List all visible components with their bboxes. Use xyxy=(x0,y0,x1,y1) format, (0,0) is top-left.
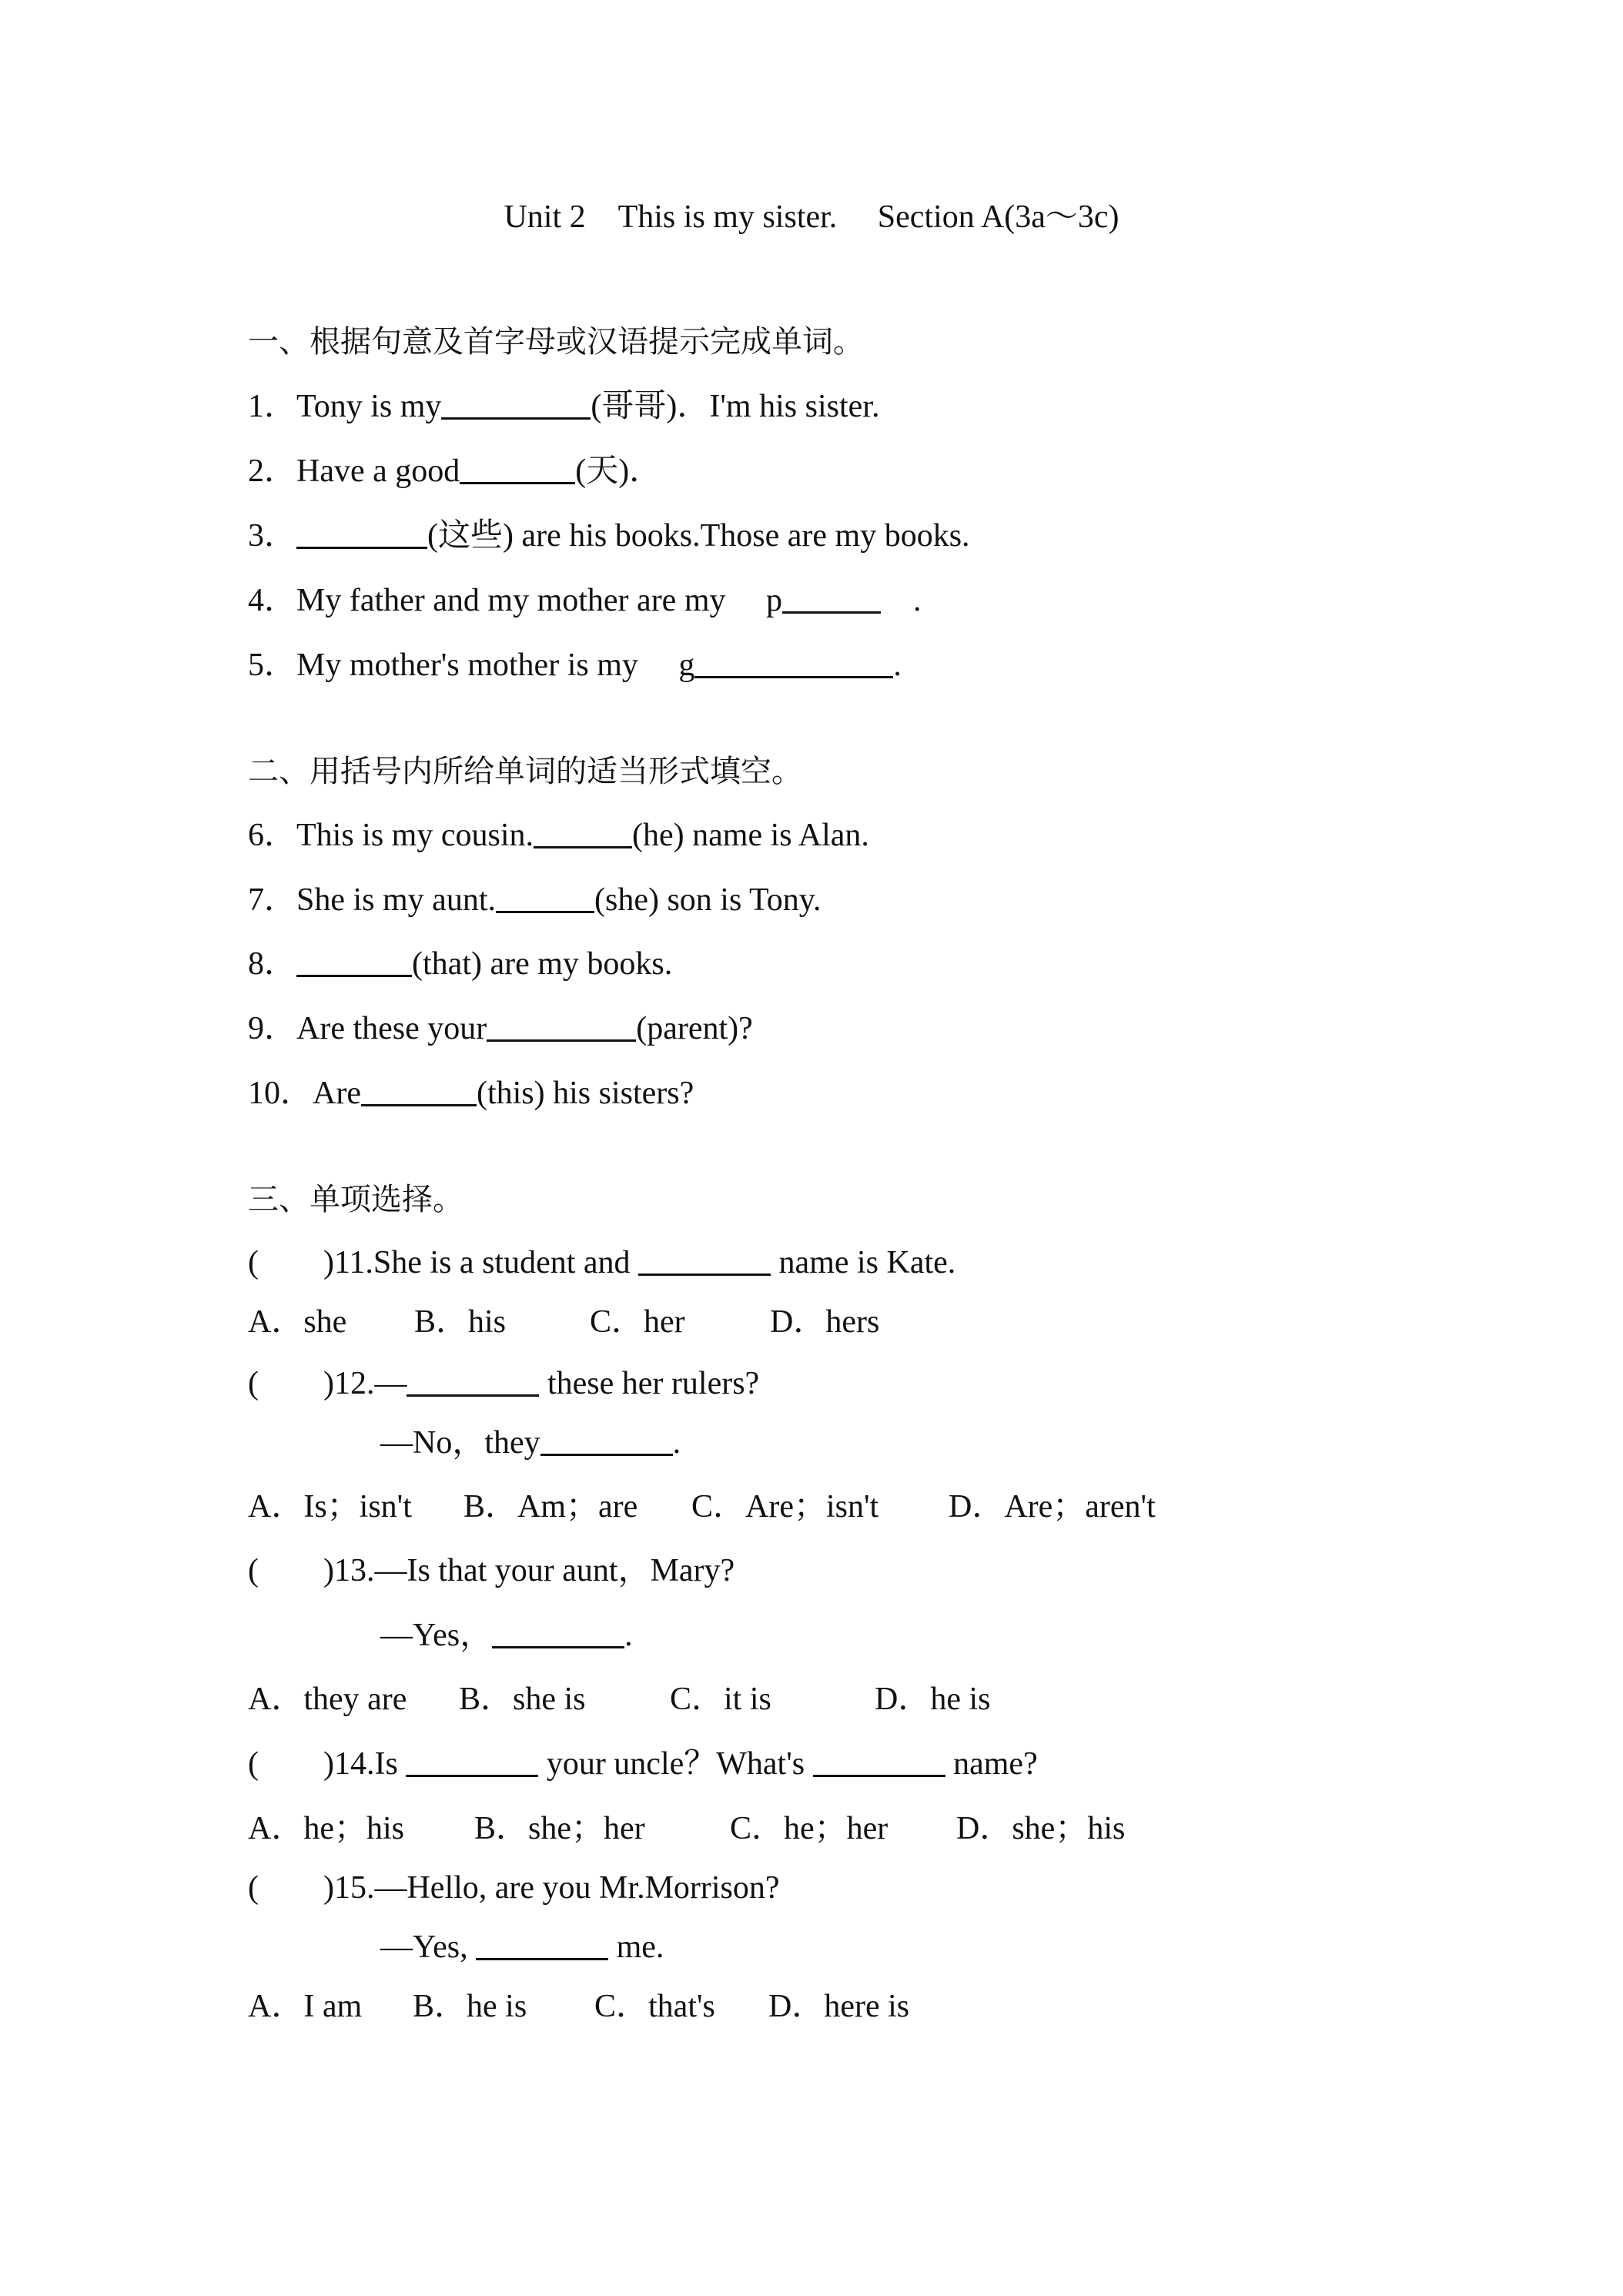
question-15-reply: —Yes, me. xyxy=(380,1923,664,1972)
q14-option-b[interactable]: B．she；her xyxy=(474,1811,645,1846)
answer-blank[interactable] xyxy=(782,581,881,614)
question-6: 6．This is my cousin. (he) name is Alan. xyxy=(248,811,869,860)
q15-option-b[interactable]: B．he is xyxy=(413,1989,527,2024)
question-4: 4．My father and my mother are my p . xyxy=(248,576,922,625)
section3-heading: 三、单项选择。 xyxy=(248,1182,463,1217)
answer-blank[interactable] xyxy=(813,1744,945,1777)
question-5: 5．My mother's mother is my g . xyxy=(248,641,902,690)
q14-option-d[interactable]: D．she；his xyxy=(956,1811,1126,1846)
question-3: 3． (这些) are his books.Those are my books. xyxy=(248,511,970,561)
q13-option-d[interactable]: D．he is xyxy=(875,1682,991,1717)
question-9: 9．Are these your (parent)? xyxy=(248,1004,753,1053)
answer-blank[interactable] xyxy=(407,1364,539,1397)
answer-blank[interactable] xyxy=(638,1243,771,1276)
q11-option-b[interactable]: B．his xyxy=(414,1304,507,1340)
q13-option-c[interactable]: C．it is xyxy=(670,1682,771,1717)
question-12-stem: ( )12.— these her rulers? xyxy=(248,1359,759,1408)
q15-option-a[interactable]: A．I am xyxy=(248,1989,363,2024)
question-7: 7．She is my aunt. (she) son is Tony. xyxy=(248,875,822,925)
q12-option-a[interactable]: A．Is；isn't xyxy=(248,1489,412,1525)
q15-option-c[interactable]: C．that's xyxy=(594,1989,715,2024)
answer-blank[interactable] xyxy=(492,1615,624,1648)
question-14-stem: ( )14.Is your uncle？What's name? xyxy=(248,1739,1038,1789)
q11-option-d[interactable]: D．hers xyxy=(770,1304,880,1340)
question-2: 2．Have a good (天)． xyxy=(248,447,661,496)
q12-option-c[interactable]: C．Are；isn't xyxy=(691,1489,879,1525)
question-11-stem: ( )11.She is a student and name is Kate. xyxy=(248,1238,955,1287)
page-title: Unit 2 This is my sister. Section A(3a～3c) xyxy=(504,199,1119,235)
answer-blank[interactable] xyxy=(694,645,893,678)
question-13-stem: ( )13.—Is that your aunt，Mary? xyxy=(248,1553,735,1588)
q12-option-b[interactable]: B．Am；are xyxy=(463,1489,638,1525)
q12-option-d[interactable]: D．Are；aren't xyxy=(949,1489,1156,1525)
q14-option-c[interactable]: C．he；her xyxy=(730,1811,888,1846)
q13-option-b[interactable]: B．she is xyxy=(459,1682,586,1717)
question-8: 8． (that) are my books. xyxy=(248,939,672,989)
answer-blank[interactable] xyxy=(540,1423,673,1456)
q14-option-a[interactable]: A．he；his xyxy=(248,1811,404,1846)
answer-blank[interactable] xyxy=(406,1744,538,1777)
answer-blank[interactable] xyxy=(487,1009,636,1042)
answer-blank[interactable] xyxy=(496,880,594,913)
question-10: 10．Are (this) his sisters? xyxy=(248,1069,694,1118)
q11-option-a[interactable]: A．she xyxy=(248,1304,347,1340)
q11-option-c[interactable]: C．her xyxy=(590,1304,685,1340)
question-1: 1．Tony is my (哥哥)．I'm his sister. xyxy=(248,382,879,431)
answer-blank[interactable] xyxy=(534,815,632,848)
q13-option-a[interactable]: A．they are xyxy=(248,1682,407,1717)
answer-blank[interactable] xyxy=(296,516,427,549)
q15-option-d[interactable]: D．here is xyxy=(768,1989,910,2024)
answer-blank[interactable] xyxy=(476,1927,608,1960)
answer-blank[interactable] xyxy=(460,451,575,484)
question-15-stem: ( )15.—Hello, are you Mr.Morrison? xyxy=(248,1870,780,1906)
section2-heading: 二、用括号内所给单词的适当形式填空。 xyxy=(248,754,802,789)
question-13-reply: —Yes， . xyxy=(380,1611,633,1660)
answer-blank[interactable] xyxy=(441,387,591,420)
answer-blank[interactable] xyxy=(296,944,412,977)
answer-blank[interactable] xyxy=(361,1073,477,1106)
question-12-reply: —No，they . xyxy=(380,1418,681,1468)
section1-heading: 一、根据句意及首字母或汉语提示完成单词。 xyxy=(248,324,864,360)
